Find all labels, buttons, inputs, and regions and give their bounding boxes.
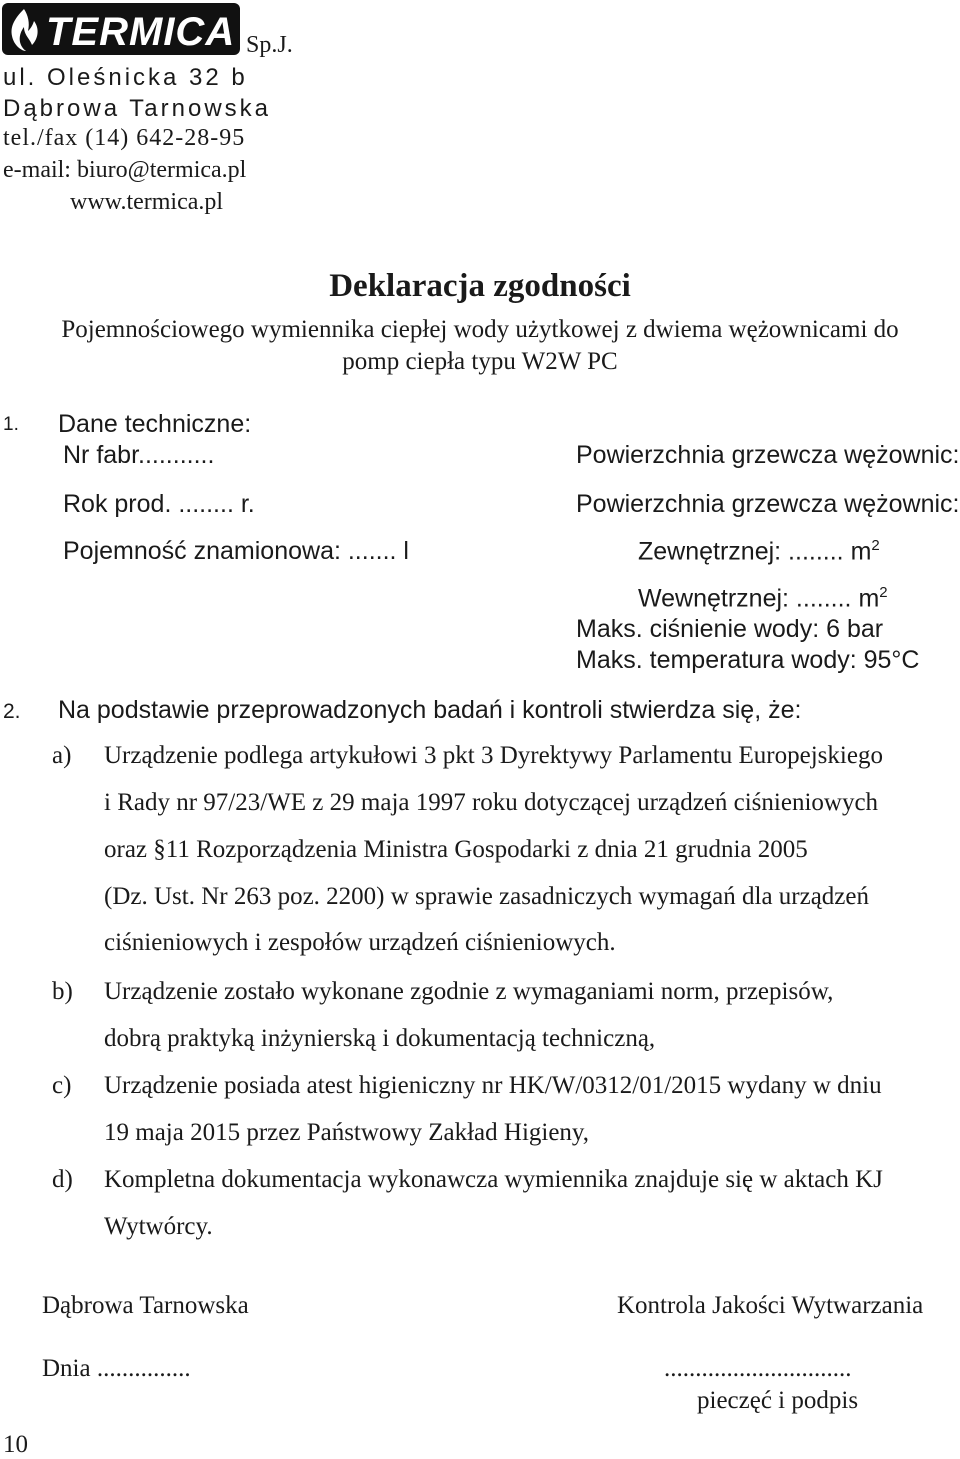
company-website: www.termica.pl <box>70 189 224 215</box>
max-temperature-spec: Maks. temperatura wody: 95°C <box>576 646 920 674</box>
nominal-capacity-field: Pojemność znamionowa: ....... l <box>63 537 409 565</box>
date-field: Dnia ............... <box>42 1355 191 1382</box>
document-title: Deklaracja zgodności <box>329 268 631 304</box>
company-address-street: ul. Oleśnicka 32 b <box>3 64 248 91</box>
section2-heading: Na podstawie przeprowadzonych badań i kontroli stwierdza się, że: <box>58 696 802 724</box>
item-d-marker: d) <box>52 1166 73 1193</box>
item-b-marker: b) <box>52 978 73 1005</box>
item-a-line1: Urządzenie podlega artykułowi 3 pkt 3 Dyrektywy Parlamentu Europejskiego <box>104 742 883 769</box>
heating-surface-label-2: Powierzchnia grzewcza wężownic: <box>576 490 960 518</box>
page-number: 10 <box>3 1431 28 1458</box>
document-subtitle-line1: Pojemnościowego wymiennika ciepłej wody użytkowej z dwiema wężownicami do <box>61 316 899 343</box>
signature-label: pieczęć i podpis <box>697 1387 859 1414</box>
item-a-line4: (Dz. Ust. Nr 263 poz. 2200) w sprawie zasadniczych wymagań dla urządzeń <box>104 883 870 910</box>
place-label: Dąbrowa Tarnowska <box>42 1292 249 1319</box>
company-address-city: Dąbrowa Tarnowska <box>3 95 271 122</box>
external-surface-field <box>638 537 880 566</box>
item-d-line2: Wytwórcy. <box>104 1213 213 1240</box>
company-email: e-mail: biuro@termica.pl <box>3 157 247 183</box>
termica-logo-graphic <box>2 3 240 55</box>
internal-surface-text: Wewnętrznej: ........ m <box>638 584 880 613</box>
section1-heading: Dane techniczne: <box>58 410 252 438</box>
section2-number: 2. <box>3 700 21 723</box>
item-a-line2: i Rady nr 97/23/WE z 29 maja 1997 roku dotyczącej urządzeń ciśnieniowych <box>104 789 879 816</box>
item-a-line5: ciśnieniowych i zespołów urządzeń ciśnieniowych. <box>104 929 616 956</box>
section1-number: 1. <box>3 414 19 435</box>
item-c-line1: Urządzenie posiada atest higieniczny nr HK/W/0312/01/2015 wydany w dniu <box>104 1072 882 1099</box>
item-c-marker: c) <box>52 1072 72 1099</box>
serial-number-field: Nr fabr........... <box>63 441 215 469</box>
max-pressure-spec: Maks. ciśnienie wody: 6 bar <box>576 615 884 643</box>
company-legal-form: Sp.J. <box>246 32 293 58</box>
item-a-marker: a) <box>52 742 72 769</box>
item-c-line2: 19 maja 2015 przez Państwowy Zakład Higieny, <box>104 1119 590 1146</box>
production-year-field: Rok prod. ........ r. <box>63 490 255 518</box>
heating-surface-label-1: Powierzchnia grzewcza wężownic: <box>576 441 960 469</box>
signature-line: .............................. <box>664 1355 852 1382</box>
squared-unit-superscript: 2 <box>871 537 880 554</box>
document-subtitle-line2: pomp ciepła typu W2W PC <box>342 348 618 375</box>
logo-wordmark: TERMICA <box>46 10 236 54</box>
termica-logo <box>2 3 240 55</box>
quality-control-label: Kontrola Jakości Wytwarzania <box>617 1292 924 1319</box>
internal-surface-field <box>638 584 888 613</box>
external-surface-text: Zewnętrznej: ........ m <box>638 537 872 566</box>
item-a-line3: oraz §11 Rozporządzenia Ministra Gospodarki z dnia 21 grudnia 2005 <box>104 836 808 863</box>
item-b-line1: Urządzenie zostało wykonane zgodnie z wymaganiami norm, przepisów, <box>104 978 834 1005</box>
item-d-line1: Kompletna dokumentacja wykonawcza wymiennika znajduje się w aktach KJ <box>104 1166 883 1193</box>
squared-unit-superscript: 2 <box>879 584 888 601</box>
company-phone: tel./fax (14) 642-28-95 <box>3 125 246 151</box>
item-b-line2: dobrą praktyką inżynierską i dokumentacją techniczną, <box>104 1025 656 1052</box>
